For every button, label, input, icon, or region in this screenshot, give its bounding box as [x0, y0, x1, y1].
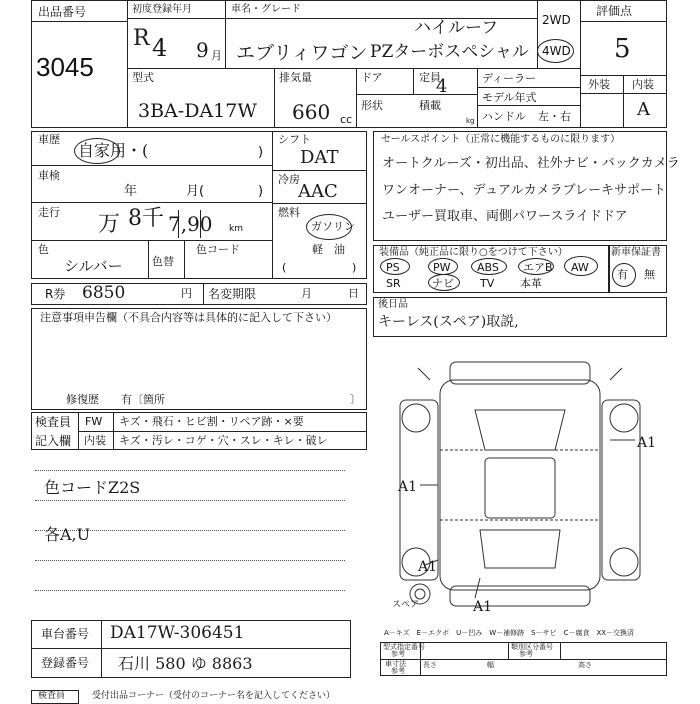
first-reg-era: R	[133, 26, 150, 51]
recycle-unit: 円	[181, 287, 192, 300]
diagram-mark-1: A1	[637, 435, 657, 451]
inspector-label-2: 記入欄	[35, 434, 72, 448]
mileage-unit: km	[229, 224, 243, 234]
type-value: 3BA-DA17W	[138, 100, 257, 122]
type-label: 型式	[132, 71, 154, 84]
dealer-label: ディーラー	[482, 72, 537, 85]
model-label: 車名・グレード	[231, 4, 301, 15]
name-change-day: 日	[348, 287, 359, 300]
equipment-label: 装備品（純正品に限り○をつけて下さい）	[379, 247, 568, 258]
notes-repair-close: 〕	[350, 393, 361, 406]
color-change: 色替	[152, 255, 174, 268]
rating-int-label: 内装	[632, 78, 654, 91]
displacement-unit: cc	[340, 113, 353, 126]
warranty-yes: 有	[617, 268, 628, 281]
chassis-label: 車台番号	[41, 627, 90, 641]
notes-label: 注意事項申告欄（不具合内容等は具体的に記入して下さい）	[40, 311, 337, 324]
dims-label: 車寸法	[385, 660, 406, 668]
dims-height: 高さ	[578, 661, 592, 669]
equip-sr: SR	[386, 277, 401, 290]
after-label: 後日品	[378, 299, 408, 310]
diagram-legend: A－キズ E－エクボ U－凹み W－補修跡 S－サビ C－腐食 XX－交換済	[384, 629, 635, 637]
handle-label: ハンドル	[482, 110, 526, 123]
sales-line-1: オートクルーズ・初出品、社外ナビ・バックカメラ	[382, 156, 680, 171]
equip-navi-circle	[428, 274, 460, 291]
footer-label: 検査員	[38, 691, 66, 701]
rating-ext-label: 外装	[588, 78, 610, 91]
first-reg-year: 4	[152, 34, 168, 62]
mileage-thousands: 8千	[128, 206, 164, 231]
fuel-gas: ガソリン	[311, 220, 355, 233]
mileage-label: 走行	[38, 206, 60, 219]
equip-abs: ABS	[477, 261, 499, 274]
inspection-close: )	[258, 184, 264, 199]
inspector-note-1: 色コードZ2S	[44, 478, 141, 497]
inspector-note-2: 各A,U	[44, 525, 91, 544]
equip-ps: PS	[386, 261, 400, 274]
type-designation-label: 型式指定番号	[383, 643, 425, 651]
rating-label: 評価点	[596, 4, 633, 18]
first-reg-label: 初度登録年月	[132, 4, 192, 15]
class-label: 類別区分番号	[511, 643, 553, 651]
equip-ps-circle	[380, 258, 410, 275]
equip-tv: TV	[480, 277, 495, 290]
fuel-diesel: 軽 油	[312, 243, 345, 256]
history-value: 自家用・(	[78, 141, 149, 160]
displacement-label: 排気量	[279, 71, 312, 84]
rating-int-score: A	[637, 99, 650, 120]
recycle-value: 6850	[82, 283, 126, 303]
registration-label: 登録番号	[41, 656, 90, 670]
type-designation-note: 参考	[391, 650, 405, 658]
inspector-label-1: 検査員	[35, 415, 72, 429]
name-change-label: 名変期限	[208, 287, 257, 301]
sales-line-2: ワンオーナー、デュアルカメラブレーキサポート	[382, 183, 667, 198]
color-code-label: 色コード	[196, 243, 240, 256]
rating-score: 5	[614, 34, 631, 64]
notes-repair: 修復歴 有〔箇所	[66, 393, 165, 406]
model-name: エブリィワゴン	[236, 42, 368, 64]
fuel-label: 燃料	[278, 206, 300, 219]
inspector-int-label: 内装	[84, 434, 106, 447]
equip-aw: AW	[571, 261, 589, 274]
recycle-label: R券	[45, 287, 66, 301]
shift-value: DAT	[300, 147, 339, 168]
inspection-label: 車検	[38, 169, 60, 182]
displacement-value: 660	[292, 100, 331, 124]
drive-2wd: 2WD	[542, 13, 571, 27]
first-reg-month-unit: 月	[211, 49, 222, 62]
door-label: ドア	[361, 71, 383, 84]
name-change-month: 月	[301, 287, 312, 300]
inspector-int-text: キズ・汚レ・コゲ・穴・スレ・キレ・破レ	[119, 434, 328, 447]
class-note: 参考	[519, 650, 533, 658]
model-year-label: モデル年式	[482, 91, 537, 104]
diagram-spare-label: スペア	[392, 600, 420, 610]
equip-leather: 本革	[520, 277, 542, 290]
equip-airbag: エアB	[523, 261, 553, 274]
after-value: キーレス(スペア)取説,	[378, 314, 519, 330]
capacity-label: 定員	[419, 71, 441, 84]
sales-line-3: ユーザー買取車、両側パワースライドドア	[382, 209, 628, 224]
capacity-value: 4	[436, 76, 448, 97]
mileage-man: 万	[98, 212, 121, 237]
handle-options: 左・右	[538, 110, 571, 123]
equip-pw: PW	[433, 261, 451, 274]
diagram-mark-4: A1	[473, 599, 493, 615]
fuel-paren-close: )	[352, 261, 357, 274]
model-grade: PZターボスペシャル	[370, 42, 529, 62]
load-label: 積載	[419, 99, 441, 112]
first-reg-month: 9	[196, 38, 209, 62]
chassis-value: DA17W-306451	[110, 623, 245, 643]
dims-note: 参考	[391, 667, 405, 675]
history-label: 車歴	[38, 133, 60, 146]
equip-navi: ナビ	[432, 277, 454, 290]
dims-width: 幅	[487, 661, 494, 669]
shift-label: シフト	[278, 133, 311, 146]
ac-label: 冷房	[278, 173, 300, 186]
color-value: シルバー	[64, 257, 123, 275]
load-unit: kg	[466, 117, 475, 125]
inspection-month: 月(	[186, 184, 205, 199]
history-close: )	[258, 145, 264, 160]
mileage-value: 7,90	[168, 212, 213, 236]
lot-label: 出品番号	[38, 5, 87, 19]
equip-aw-circle	[564, 256, 598, 276]
ac-value: AAC	[298, 181, 338, 202]
shape-label: 形状	[361, 99, 383, 112]
footer-text: 受付出品コーナー（受付のコーナー名を記入してください）	[92, 691, 336, 701]
lot-number: 3045	[36, 52, 94, 82]
diagram-mark-2: A1	[398, 479, 418, 495]
color-label: 色	[38, 243, 49, 256]
model-roof: ハイルーフ	[414, 18, 499, 38]
warranty-no: 無	[644, 268, 655, 281]
warranty-label: 新車保証書	[611, 247, 661, 258]
dims-length: 長さ	[423, 661, 437, 669]
vehicle-damage-diagram	[380, 340, 680, 620]
drive-4wd: 4WD	[542, 44, 571, 58]
fuel-paren-open: (	[282, 261, 287, 274]
equip-airbag-circle	[518, 258, 554, 275]
inspection-year: 年	[124, 184, 138, 199]
inspector-fw-label: FW	[85, 415, 103, 428]
sales-label: セールスポイント（正常に機能するものに限ります）	[381, 134, 621, 145]
diagram-mark-3: A1	[418, 559, 438, 575]
inspector-fw-text: キズ・飛石・ヒビ割・リペア跡・×要	[119, 415, 304, 428]
equip-pw-circle	[428, 258, 458, 275]
registration-value: 石川 580 ゆ 8863	[118, 654, 253, 673]
equip-abs-circle	[471, 258, 507, 275]
